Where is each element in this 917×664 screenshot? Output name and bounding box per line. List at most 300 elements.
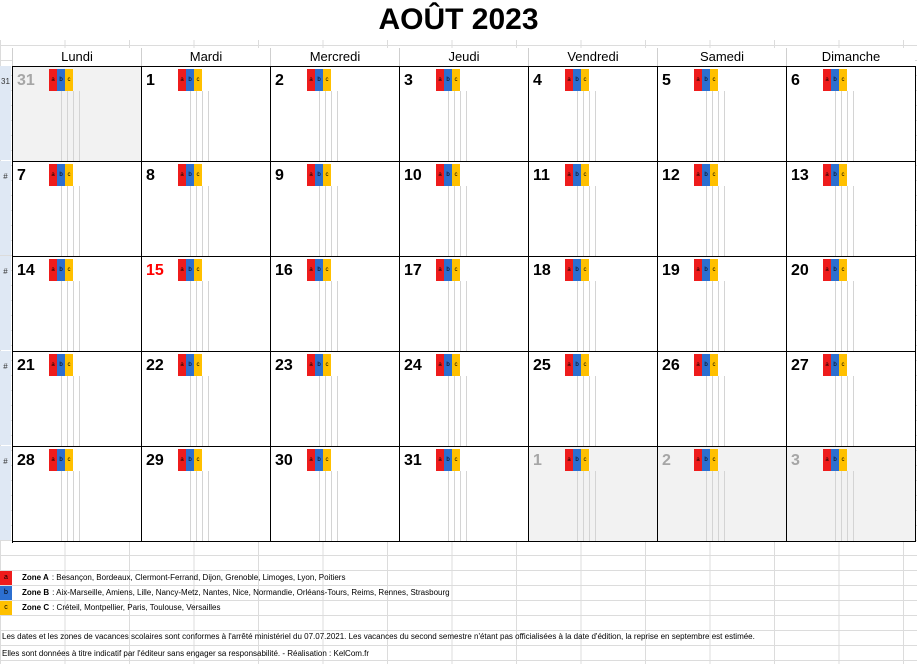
- cell-gridline: [589, 471, 590, 541]
- cell-gridline: [208, 471, 209, 541]
- zone-b-marker: b: [831, 69, 839, 91]
- zone-indicators: [49, 164, 73, 186]
- zone-a-marker: a: [436, 69, 444, 91]
- zone-a-marker: a: [565, 259, 573, 281]
- zone-b-marker: b: [315, 354, 323, 376]
- zone-indicators: [436, 164, 460, 186]
- day-cell[interactable]: [142, 162, 271, 257]
- zone-b-marker: b: [57, 164, 65, 186]
- cell-gridline: [460, 376, 461, 446]
- day-cell[interactable]: [787, 447, 916, 542]
- day-cell[interactable]: [400, 447, 529, 542]
- zone-indicators: [178, 164, 202, 186]
- day-cell[interactable]: [271, 162, 400, 257]
- day-number: 16: [275, 262, 293, 279]
- zone-a-marker: a: [49, 259, 57, 281]
- zone-b-marker: b: [186, 69, 194, 91]
- zone-c-marker: c: [581, 449, 589, 471]
- cell-gridline: [466, 281, 467, 351]
- cell-gridline: [67, 91, 68, 161]
- calendar-grid: [12, 66, 916, 543]
- day-number: 12: [662, 167, 680, 184]
- day-cell[interactable]: [13, 447, 142, 542]
- zone-c-marker: c: [710, 164, 718, 186]
- zone-a-marker: a: [178, 259, 186, 281]
- zone-b-marker: b: [315, 164, 323, 186]
- cell-gridline: [577, 186, 578, 256]
- cell-gridline: [706, 281, 707, 351]
- cell-gridline: [847, 471, 848, 541]
- day-number: 17: [404, 262, 422, 279]
- zone-c-marker: c: [194, 259, 202, 281]
- cell-gridline: [847, 376, 848, 446]
- zone-indicators: [178, 259, 202, 281]
- day-number: 18: [533, 262, 551, 279]
- zone-a-marker: a: [436, 354, 444, 376]
- cell-gridline: [589, 91, 590, 161]
- day-cell[interactable]: [787, 162, 916, 257]
- zone-indicators: [565, 69, 589, 91]
- weekday-dimanche: Dimanche: [786, 48, 915, 66]
- zone-b-marker: b: [57, 354, 65, 376]
- cell-gridline: [79, 91, 80, 161]
- zone-b-marker: b: [444, 259, 452, 281]
- zone-indicators: [694, 449, 718, 471]
- legend-row-zone-b: [0, 585, 917, 600]
- day-cell[interactable]: [658, 352, 787, 447]
- zone-a-marker: a: [436, 449, 444, 471]
- cell-gridline: [706, 91, 707, 161]
- cell-gridline: [196, 281, 197, 351]
- cell-gridline: [196, 186, 197, 256]
- week-number: #: [0, 351, 11, 445]
- day-cell[interactable]: [400, 257, 529, 352]
- cell-gridline: [448, 186, 449, 256]
- cell-gridline: [577, 376, 578, 446]
- day-cell[interactable]: [142, 257, 271, 352]
- cell-gridline: [712, 281, 713, 351]
- day-cell[interactable]: [13, 257, 142, 352]
- cell-gridline: [712, 91, 713, 161]
- day-number: 1: [146, 72, 155, 89]
- zone-a-marker: a: [823, 354, 831, 376]
- zone-b-marker: b: [315, 259, 323, 281]
- weekday-samedi: Samedi: [657, 48, 786, 66]
- zone-a-marker: a: [823, 259, 831, 281]
- zone-c-marker: c: [65, 69, 73, 91]
- cell-gridline: [208, 281, 209, 351]
- day-cell[interactable]: [787, 67, 916, 162]
- cell-gridline: [835, 376, 836, 446]
- day-cell[interactable]: [529, 67, 658, 162]
- zone-c-marker: c: [323, 449, 331, 471]
- day-number: 2: [275, 72, 284, 89]
- zone-a-marker: a: [694, 69, 702, 91]
- cell-gridline: [583, 186, 584, 256]
- cell-gridline: [202, 376, 203, 446]
- day-cell[interactable]: [13, 67, 142, 162]
- zone-c-marker: c: [65, 354, 73, 376]
- zone-indicators: [307, 69, 331, 91]
- day-number: 4: [533, 72, 542, 89]
- zone-a-marker: a: [307, 259, 315, 281]
- day-cell[interactable]: [271, 352, 400, 447]
- cell-gridline: [589, 376, 590, 446]
- day-number: 6: [791, 72, 800, 89]
- day-cell[interactable]: [142, 67, 271, 162]
- zone-a-marker: a: [565, 69, 573, 91]
- cell-gridline: [853, 91, 854, 161]
- zone-b-marker: b: [444, 69, 452, 91]
- zone-swatch: b: [0, 586, 12, 600]
- cell-gridline: [724, 376, 725, 446]
- zone-b-marker: b: [702, 449, 710, 471]
- cell-gridline: [331, 376, 332, 446]
- cell-gridline: [319, 376, 320, 446]
- zone-b-marker: b: [444, 354, 452, 376]
- cell-gridline: [325, 281, 326, 351]
- cell-gridline: [325, 376, 326, 446]
- cell-gridline: [841, 91, 842, 161]
- zone-a-marker: a: [178, 69, 186, 91]
- cell-gridline: [595, 91, 596, 161]
- zone-indicators: [49, 259, 73, 281]
- day-number: 15: [146, 262, 164, 279]
- zone-c-marker: c: [710, 259, 718, 281]
- cell-gridline: [466, 376, 467, 446]
- zone-a-marker: a: [565, 164, 573, 186]
- day-cell[interactable]: [271, 67, 400, 162]
- zone-a-marker: a: [307, 354, 315, 376]
- cell-gridline: [79, 471, 80, 541]
- zone-indicators: [307, 449, 331, 471]
- cell-gridline: [448, 281, 449, 351]
- cell-gridline: [454, 91, 455, 161]
- zone-c-marker: c: [581, 69, 589, 91]
- cell-gridline: [202, 186, 203, 256]
- day-number: 2: [662, 452, 671, 469]
- zone-c-marker: c: [839, 69, 847, 91]
- zone-a-marker: a: [823, 164, 831, 186]
- day-cell[interactable]: [529, 352, 658, 447]
- weekday-jeudi: Jeudi: [399, 48, 528, 66]
- day-cell[interactable]: [529, 257, 658, 352]
- cell-gridline: [454, 186, 455, 256]
- cell-gridline: [589, 186, 590, 256]
- cell-gridline: [448, 376, 449, 446]
- zone-a-marker: a: [178, 354, 186, 376]
- zone-indicators: [823, 354, 847, 376]
- cell-gridline: [583, 281, 584, 351]
- zone-indicators: [436, 449, 460, 471]
- cell-gridline: [325, 471, 326, 541]
- cell-gridline: [466, 186, 467, 256]
- zone-cities: : Créteil, Montpellier, Paris, Toulouse, Versailles: [52, 603, 221, 612]
- cell-gridline: [208, 186, 209, 256]
- zone-b-marker: b: [831, 259, 839, 281]
- zone-a-marker: a: [178, 164, 186, 186]
- cell-gridline: [337, 91, 338, 161]
- zone-c-marker: c: [839, 449, 847, 471]
- day-cell[interactable]: [658, 447, 787, 542]
- day-number: 22: [146, 357, 164, 374]
- zone-a-marker: a: [49, 354, 57, 376]
- zone-b-marker: b: [702, 259, 710, 281]
- zone-c-marker: c: [65, 259, 73, 281]
- cell-gridline: [67, 186, 68, 256]
- zone-c-marker: c: [452, 354, 460, 376]
- zone-a-marker: a: [307, 69, 315, 91]
- zone-indicators: [307, 259, 331, 281]
- zone-b-marker: b: [573, 354, 581, 376]
- cell-gridline: [853, 376, 854, 446]
- zone-a-marker: a: [49, 164, 57, 186]
- cell-gridline: [190, 91, 191, 161]
- day-number: 7: [17, 167, 26, 184]
- zone-indicators: [694, 354, 718, 376]
- zone-b-marker: b: [186, 354, 194, 376]
- zone-a-marker: a: [49, 69, 57, 91]
- cell-gridline: [202, 91, 203, 161]
- cell-gridline: [460, 186, 461, 256]
- week-number: 31: [0, 66, 11, 160]
- zone-label: Zone A: [22, 573, 49, 582]
- day-cell[interactable]: [529, 447, 658, 542]
- cell-gridline: [577, 281, 578, 351]
- cell-gridline: [337, 376, 338, 446]
- cell-gridline: [319, 186, 320, 256]
- zone-a-marker: a: [436, 164, 444, 186]
- cell-gridline: [196, 376, 197, 446]
- weekday-mardi: Mardi: [141, 48, 270, 66]
- day-cell[interactable]: [787, 257, 916, 352]
- cell-gridline: [595, 376, 596, 446]
- cell-gridline: [448, 471, 449, 541]
- day-number: 10: [404, 167, 422, 184]
- day-number: 3: [404, 72, 413, 89]
- cell-gridline: [319, 471, 320, 541]
- cell-gridline: [835, 281, 836, 351]
- cell-gridline: [67, 471, 68, 541]
- day-cell[interactable]: [271, 257, 400, 352]
- zone-b-marker: b: [186, 449, 194, 471]
- cell-gridline: [196, 471, 197, 541]
- zone-b-marker: b: [573, 69, 581, 91]
- day-cell[interactable]: [142, 447, 271, 542]
- day-cell[interactable]: [658, 67, 787, 162]
- cell-gridline: [337, 281, 338, 351]
- day-cell[interactable]: [271, 447, 400, 542]
- day-cell[interactable]: [13, 352, 142, 447]
- zone-b-marker: b: [444, 164, 452, 186]
- zone-b-marker: b: [831, 354, 839, 376]
- day-number: 28: [17, 452, 35, 469]
- day-number: 1: [533, 452, 542, 469]
- day-cell[interactable]: [787, 352, 916, 447]
- cell-gridline: [706, 186, 707, 256]
- cell-gridline: [208, 376, 209, 446]
- zone-indicators: [49, 449, 73, 471]
- cell-gridline: [841, 376, 842, 446]
- zone-indicators: [565, 354, 589, 376]
- cell-gridline: [724, 281, 725, 351]
- calendar-title: AOÛT 2023: [0, 0, 917, 40]
- zone-indicators: [823, 449, 847, 471]
- day-number: 23: [275, 357, 293, 374]
- cell-gridline: [190, 376, 191, 446]
- zone-c-marker: c: [65, 164, 73, 186]
- day-number: 13: [791, 167, 809, 184]
- day-number: 20: [791, 262, 809, 279]
- cell-gridline: [595, 281, 596, 351]
- day-number: 31: [17, 72, 35, 89]
- cell-gridline: [853, 186, 854, 256]
- zone-indicators: [823, 164, 847, 186]
- legend-row-zone-a: [0, 570, 917, 585]
- cell-gridline: [853, 471, 854, 541]
- zone-c-marker: c: [839, 259, 847, 281]
- day-cell[interactable]: [400, 162, 529, 257]
- day-cell[interactable]: [142, 352, 271, 447]
- cell-gridline: [595, 471, 596, 541]
- cell-gridline: [331, 471, 332, 541]
- cell-gridline: [196, 91, 197, 161]
- cell-gridline: [724, 186, 725, 256]
- zone-c-marker: c: [710, 69, 718, 91]
- zone-indicators: [694, 164, 718, 186]
- weekday-mercredi: Mercredi: [270, 48, 399, 66]
- day-cell[interactable]: [529, 162, 658, 257]
- zone-b-marker: b: [315, 69, 323, 91]
- zone-b-marker: b: [573, 259, 581, 281]
- day-cell[interactable]: [400, 67, 529, 162]
- zone-swatch: c: [0, 601, 12, 615]
- cell-gridline: [79, 186, 80, 256]
- zone-b-marker: b: [444, 449, 452, 471]
- day-number: 21: [17, 357, 35, 374]
- day-cell[interactable]: [13, 162, 142, 257]
- cell-gridline: [841, 281, 842, 351]
- zone-b-marker: b: [57, 449, 65, 471]
- cell-gridline: [190, 281, 191, 351]
- zone-a-marker: a: [178, 449, 186, 471]
- day-number: 31: [404, 452, 422, 469]
- zone-indicators: [823, 69, 847, 91]
- zone-indicators: [307, 164, 331, 186]
- cell-gridline: [454, 376, 455, 446]
- cell-gridline: [595, 186, 596, 256]
- cell-gridline: [718, 376, 719, 446]
- cell-gridline: [724, 471, 725, 541]
- zone-b-marker: b: [702, 69, 710, 91]
- day-number: 5: [662, 72, 671, 89]
- legal-note-1: Les dates et les zones de vacances scolaires sont conformes à l'arrêté ministériel du 07.07.2021. Les vacances du second semestre n'étant pas officialisées à la date d'édition, la reprise en septembre est estimée.: [2, 632, 755, 641]
- zone-indicators: [436, 354, 460, 376]
- zone-a-marker: a: [565, 449, 573, 471]
- zone-a-marker: a: [823, 449, 831, 471]
- cell-gridline: [460, 471, 461, 541]
- week-number: #: [0, 161, 11, 255]
- cell-gridline: [337, 471, 338, 541]
- weekday-vendredi: Vendredi: [528, 48, 657, 66]
- day-cell[interactable]: [400, 352, 529, 447]
- zone-a-marker: a: [436, 259, 444, 281]
- cell-gridline: [835, 91, 836, 161]
- cell-gridline: [583, 91, 584, 161]
- zone-c-marker: c: [839, 354, 847, 376]
- cell-gridline: [853, 281, 854, 351]
- zone-indicators: [565, 259, 589, 281]
- cell-gridline: [331, 281, 332, 351]
- day-number: 14: [17, 262, 35, 279]
- zone-indicators: [694, 259, 718, 281]
- cell-gridline: [337, 186, 338, 256]
- day-number: 30: [275, 452, 293, 469]
- zone-c-marker: c: [65, 449, 73, 471]
- zone-c-marker: c: [581, 259, 589, 281]
- zone-b-marker: b: [57, 69, 65, 91]
- day-number: 8: [146, 167, 155, 184]
- zone-c-marker: c: [452, 449, 460, 471]
- zone-cities: : Besançon, Bordeaux, Clermont-Ferrand, Dijon, Grenoble, Limoges, Lyon, Poitiers: [51, 573, 346, 582]
- zone-indicators: [436, 69, 460, 91]
- zone-c-marker: c: [194, 354, 202, 376]
- day-cell[interactable]: [658, 162, 787, 257]
- cell-gridline: [460, 91, 461, 161]
- zone-c-marker: c: [194, 449, 202, 471]
- cell-gridline: [706, 471, 707, 541]
- cell-gridline: [190, 471, 191, 541]
- cell-gridline: [331, 186, 332, 256]
- day-number: 27: [791, 357, 809, 374]
- zone-indicators: [823, 259, 847, 281]
- cell-gridline: [73, 186, 74, 256]
- cell-gridline: [583, 376, 584, 446]
- zone-label: Zone C: [22, 603, 50, 612]
- zone-a-marker: a: [694, 259, 702, 281]
- zone-c-marker: c: [452, 164, 460, 186]
- cell-gridline: [61, 186, 62, 256]
- zone-indicators: [49, 69, 73, 91]
- zone-b-marker: b: [831, 449, 839, 471]
- zone-c-marker: c: [323, 354, 331, 376]
- cell-gridline: [718, 471, 719, 541]
- cell-gridline: [61, 281, 62, 351]
- cell-gridline: [466, 471, 467, 541]
- day-number: 11: [533, 167, 550, 184]
- zone-c-marker: c: [323, 69, 331, 91]
- cell-gridline: [325, 91, 326, 161]
- zone-b-marker: b: [315, 449, 323, 471]
- cell-gridline: [466, 91, 467, 161]
- cell-gridline: [331, 91, 332, 161]
- cell-gridline: [325, 186, 326, 256]
- zone-b-marker: b: [186, 164, 194, 186]
- zone-c-marker: c: [194, 69, 202, 91]
- cell-gridline: [718, 281, 719, 351]
- cell-gridline: [190, 186, 191, 256]
- zone-c-marker: c: [581, 164, 589, 186]
- weekday-header: [12, 48, 915, 66]
- zone-indicators: [307, 354, 331, 376]
- cell-gridline: [79, 376, 80, 446]
- cell-gridline: [448, 91, 449, 161]
- zone-a-marker: a: [694, 449, 702, 471]
- weekday-lundi: Lundi: [12, 48, 141, 66]
- zone-c-marker: c: [194, 164, 202, 186]
- day-cell[interactable]: [658, 257, 787, 352]
- cell-gridline: [73, 281, 74, 351]
